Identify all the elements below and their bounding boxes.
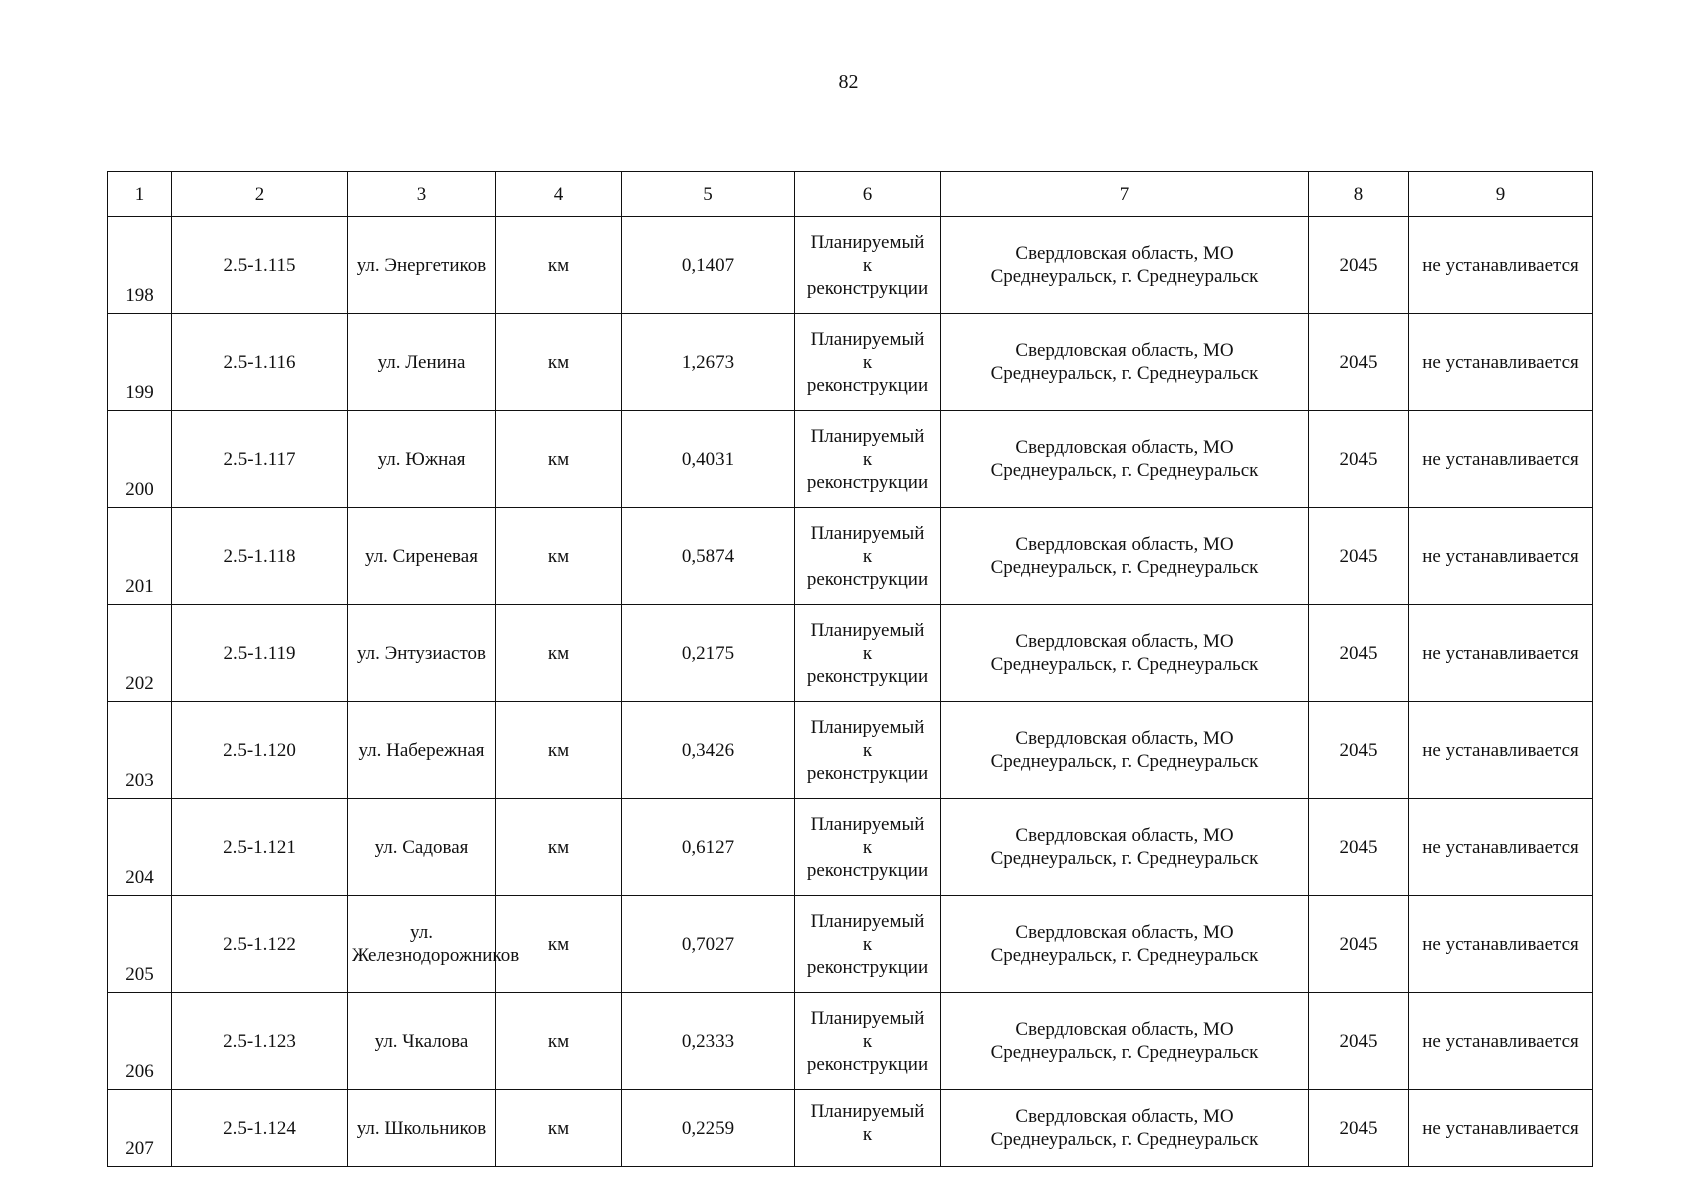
location-line: Свердловская область, МО <box>1015 243 1234 264</box>
unit-cell: км <box>496 1090 622 1167</box>
table-row <box>108 993 1593 1090</box>
length-value-cell: 0,4031 <box>622 411 795 508</box>
table-row <box>108 411 1593 508</box>
location-line: Среднеуральск, г. Среднеуральск <box>990 363 1259 384</box>
row-number-cell: 203 <box>108 702 172 799</box>
code-cell: 2.5-1.120 <box>172 702 348 799</box>
year-cell: 2045 <box>1309 314 1409 411</box>
code-cell: 2.5-1.116 <box>172 314 348 411</box>
header-row <box>108 172 1593 217</box>
street-name-cell: ул. Набережная <box>348 702 496 799</box>
length-value-cell: 0,2175 <box>622 605 795 702</box>
status-line: реконструкции <box>806 956 929 978</box>
table-row <box>108 217 1593 314</box>
status-line: реконструкции <box>806 762 929 784</box>
row-number-cell: 200 <box>108 411 172 508</box>
status-cell <box>795 702 941 799</box>
header-cell-6: 6 <box>795 172 941 217</box>
location-line: Среднеуральск, г. Среднеуральск <box>990 654 1259 675</box>
status-line: к <box>862 1030 873 1052</box>
status-line: к <box>862 448 873 470</box>
street-name-cell: ул. Садовая <box>348 799 496 896</box>
year-cell: 2045 <box>1309 605 1409 702</box>
table-row <box>108 799 1593 896</box>
length-value-cell: 0,2333 <box>622 993 795 1090</box>
street-name-cell: ул. Школьников <box>348 1090 496 1167</box>
header-cell-3: 3 <box>348 172 496 217</box>
zone-cell: не устанавливается <box>1409 799 1593 896</box>
location-line: Свердловская область, МО <box>1015 1019 1234 1040</box>
year-cell: 2045 <box>1309 217 1409 314</box>
location-line: Среднеуральск, г. Среднеуральск <box>990 1042 1259 1063</box>
status-line: реконструкции <box>806 1053 929 1075</box>
status-line: к <box>862 739 873 761</box>
status-line: Планируемый <box>810 231 925 253</box>
header-cell-5: 5 <box>622 172 795 217</box>
table-row <box>108 605 1593 702</box>
location-line: Свердловская область, МО <box>1015 437 1234 458</box>
location-cell <box>941 799 1309 896</box>
code-cell: 2.5-1.122 <box>172 896 348 993</box>
zone-cell: не устанавливается <box>1409 896 1593 993</box>
status-line: к <box>862 351 873 373</box>
status-line: реконструкции <box>806 374 929 396</box>
length-value-cell: 0,6127 <box>622 799 795 896</box>
row-number-cell: 202 <box>108 605 172 702</box>
status-line: Планируемый <box>810 522 925 544</box>
status-line: Планируемый <box>810 619 925 641</box>
row-number-cell: 206 <box>108 993 172 1090</box>
street-name-cell: ул. Южная <box>348 411 496 508</box>
row-number-cell: 199 <box>108 314 172 411</box>
status-line: к <box>862 545 873 567</box>
location-cell <box>941 508 1309 605</box>
header-cell-1: 1 <box>108 172 172 217</box>
street-name-cell: ул. Энтузиастов <box>348 605 496 702</box>
unit-cell: км <box>496 217 622 314</box>
header-cell-8: 8 <box>1309 172 1409 217</box>
unit-cell: км <box>496 896 622 993</box>
row-number-cell: 201 <box>108 508 172 605</box>
status-cell <box>795 799 941 896</box>
unit-cell: км <box>496 314 622 411</box>
zone-cell: не устанавливается <box>1409 217 1593 314</box>
table-row <box>108 314 1593 411</box>
status-line: к <box>862 933 873 955</box>
zone-cell: не устанавливается <box>1409 314 1593 411</box>
table-body <box>108 217 1593 1167</box>
code-cell: 2.5-1.119 <box>172 605 348 702</box>
status-line: к <box>862 254 873 276</box>
status-cell <box>795 508 941 605</box>
header-cell-9: 9 <box>1409 172 1593 217</box>
table-row <box>108 1090 1593 1167</box>
status-line: к <box>862 1124 873 1145</box>
location-line: Среднеуральск, г. Среднеуральск <box>990 945 1259 966</box>
location-cell <box>941 1090 1309 1167</box>
status-line: реконструкции <box>806 568 929 590</box>
status-line: Планируемый <box>810 425 925 447</box>
status-line: Планируемый <box>810 910 925 932</box>
location-cell <box>941 314 1309 411</box>
data-table <box>107 171 1593 1167</box>
status-cell <box>795 411 941 508</box>
length-value-cell: 0,3426 <box>622 702 795 799</box>
location-line: Свердловская область, МО <box>1015 728 1234 749</box>
street-name-cell: ул. Энергетиков <box>348 217 496 314</box>
year-cell: 2045 <box>1309 508 1409 605</box>
location-line: Свердловская область, МО <box>1015 1106 1234 1127</box>
length-value-cell: 0,1407 <box>622 217 795 314</box>
street-name-cell: ул. Железнодорожников <box>348 896 496 993</box>
status-line: реконструкции <box>806 471 929 493</box>
unit-cell: км <box>496 605 622 702</box>
row-number-cell: 198 <box>108 217 172 314</box>
year-cell: 2045 <box>1309 702 1409 799</box>
status-line: Планируемый <box>810 716 925 738</box>
status-cell <box>795 993 941 1090</box>
code-cell: 2.5-1.117 <box>172 411 348 508</box>
table-row <box>108 896 1593 993</box>
location-line: Свердловская область, МО <box>1015 922 1234 943</box>
location-line: Среднеуральск, г. Среднеуральск <box>990 460 1259 481</box>
status-line: Планируемый <box>810 1101 925 1122</box>
status-cell <box>795 1090 941 1167</box>
location-line: Свердловская область, МО <box>1015 631 1234 652</box>
page-number: 82 <box>838 71 859 93</box>
zone-cell: не устанавливается <box>1409 993 1593 1090</box>
status-line: реконструкции <box>806 277 929 299</box>
code-cell: 2.5-1.115 <box>172 217 348 314</box>
year-cell: 2045 <box>1309 411 1409 508</box>
location-line: Свердловская область, МО <box>1015 534 1234 555</box>
location-cell <box>941 702 1309 799</box>
unit-cell: км <box>496 993 622 1090</box>
year-cell: 2045 <box>1309 799 1409 896</box>
status-line: реконструкции <box>806 859 929 881</box>
code-cell: 2.5-1.124 <box>172 1090 348 1167</box>
header-cell-4: 4 <box>496 172 622 217</box>
row-number-cell: 205 <box>108 896 172 993</box>
location-line: Среднеуральск, г. Среднеуральск <box>990 266 1259 287</box>
location-cell <box>941 217 1309 314</box>
location-cell <box>941 605 1309 702</box>
zone-cell: не устанавливается <box>1409 605 1593 702</box>
length-value-cell: 0,2259 <box>622 1090 795 1167</box>
row-number-cell: 207 <box>108 1090 172 1167</box>
unit-cell: км <box>496 799 622 896</box>
street-name-cell: ул. Ленина <box>348 314 496 411</box>
code-cell: 2.5-1.121 <box>172 799 348 896</box>
status-cell <box>795 605 941 702</box>
zone-cell: не устанавливается <box>1409 702 1593 799</box>
status-line: к <box>862 642 873 664</box>
unit-cell: км <box>496 411 622 508</box>
length-value-cell: 1,2673 <box>622 314 795 411</box>
location-line: Среднеуральск, г. Среднеуральск <box>990 751 1259 772</box>
location-line: Свердловская область, МО <box>1015 825 1234 846</box>
length-value-cell: 0,5874 <box>622 508 795 605</box>
year-cell: 2045 <box>1309 993 1409 1090</box>
status-line: Планируемый <box>810 328 925 350</box>
location-line: Среднеуральск, г. Среднеуральск <box>990 1129 1259 1150</box>
zone-cell: не устанавливается <box>1409 411 1593 508</box>
location-line: Среднеуральск, г. Среднеуральск <box>990 557 1259 578</box>
location-cell <box>941 411 1309 508</box>
unit-cell: км <box>496 702 622 799</box>
location-cell <box>941 896 1309 993</box>
header-cell-2: 2 <box>172 172 348 217</box>
year-cell: 2045 <box>1309 896 1409 993</box>
zone-cell: не устанавливается <box>1409 1090 1593 1167</box>
location-cell <box>941 993 1309 1090</box>
status-line: реконструкции <box>806 665 929 687</box>
street-name-cell: ул. Сиреневая <box>348 508 496 605</box>
table-row <box>108 508 1593 605</box>
status-line: Планируемый <box>810 1007 925 1029</box>
status-line: к <box>862 836 873 858</box>
zone-cell: не устанавливается <box>1409 508 1593 605</box>
table-row <box>108 702 1593 799</box>
length-value-cell: 0,7027 <box>622 896 795 993</box>
code-cell: 2.5-1.123 <box>172 993 348 1090</box>
status-cell <box>795 896 941 993</box>
status-cell <box>795 314 941 411</box>
code-cell: 2.5-1.118 <box>172 508 348 605</box>
location-line: Среднеуральск, г. Среднеуральск <box>990 848 1259 869</box>
status-line: Планируемый <box>810 813 925 835</box>
row-number-cell: 204 <box>108 799 172 896</box>
status-cell <box>795 217 941 314</box>
header-cell-7: 7 <box>941 172 1309 217</box>
year-cell: 2045 <box>1309 1090 1409 1167</box>
location-line: Свердловская область, МО <box>1015 340 1234 361</box>
unit-cell: км <box>496 508 622 605</box>
street-name-cell: ул. Чкалова <box>348 993 496 1090</box>
